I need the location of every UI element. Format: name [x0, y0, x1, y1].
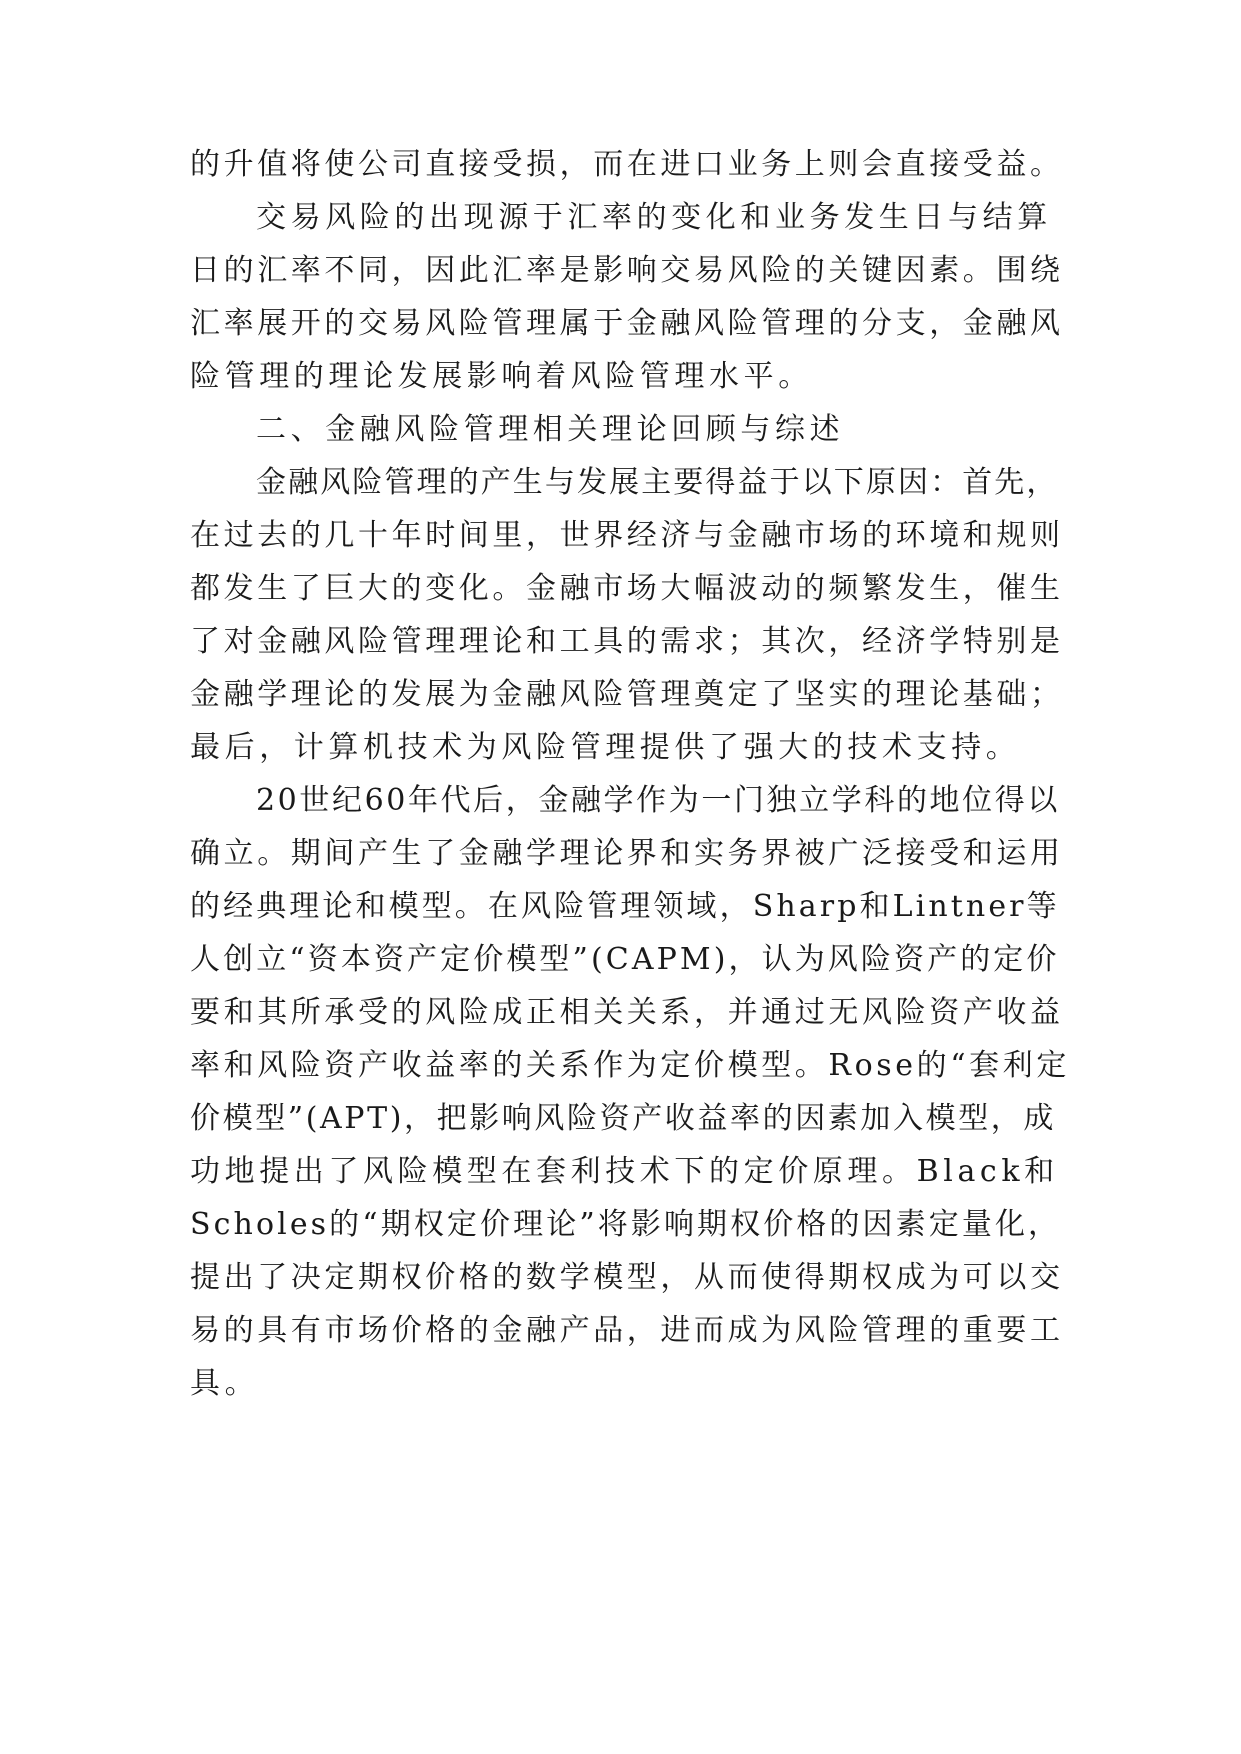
text-line: 的升值将使公司直接受损，而在进口业务上则会直接受益。: [190, 147, 1064, 182]
text-line: 最后，计算机技术为风险管理提供了强大的技术支持。: [190, 730, 1021, 765]
text-line: 要和其所承受的风险成正相关关系，并通过无风险资产收益: [190, 995, 1064, 1030]
text-line: 的经典理论和模型。在风险管理领域，Sharp和Lintner等: [190, 889, 1060, 924]
text-line: 日的汇率不同，因此汇率是影响交易风险的关键因素。围绕: [190, 253, 1064, 288]
text-line: Scholes的“期权定价理论”将影响期权价格的因素定量化，: [190, 1207, 1062, 1242]
text-line: 易的具有市场价格的金融产品，进而成为风险管理的重要工: [190, 1313, 1064, 1348]
text-line: 交易风险的出现源于汇率的变化和业务发生日与结算: [256, 200, 1052, 235]
text-line: 人创立“资本资产定价模型”(CAPM)，认为风险资产的定价: [190, 942, 1060, 977]
text-line: 汇率展开的交易风险管理属于金融风险管理的分支，金融风: [190, 306, 1064, 341]
text-line: 价模型”(APT)，把影响风险资产收益率的因素加入模型，成: [190, 1101, 1057, 1136]
text-line: 都发生了巨大的变化。金融市场大幅波动的频繁发生，催生: [190, 571, 1064, 606]
text-line: 功地提出了风险模型在套利技术下的定价原理。Black和: [190, 1154, 1059, 1189]
text-line: 具。: [190, 1366, 260, 1401]
text-line: 20世纪60年代后，金融学作为一门独立学科的地位得以: [256, 783, 1060, 818]
text-line: 确立。期间产生了金融学理论界和实务界被广泛接受和运用: [190, 836, 1064, 871]
text-line: 在过去的几十年时间里，世界经济与金融市场的环境和规则: [190, 518, 1064, 553]
text-line: 金融学理论的发展为金融风险管理奠定了坚实的理论基础；: [190, 677, 1064, 712]
text-line: 险管理的理论发展影响着风险管理水平。: [190, 359, 813, 394]
section-heading: 二、金融风险管理相关理论回顾与综述: [256, 412, 845, 447]
text-line: 率和风险资产收益率的关系作为定价模型。Rose的“套利定: [190, 1048, 1070, 1083]
text-line: 了对金融风险管理理论和工具的需求；其次，经济学特别是: [190, 624, 1064, 659]
text-line: 金融风险管理的产生与发展主要得益于以下原因：首先，: [256, 465, 1059, 500]
text-line: 提出了决定期权价格的数学模型，从而使得期权成为可以交: [190, 1260, 1064, 1295]
